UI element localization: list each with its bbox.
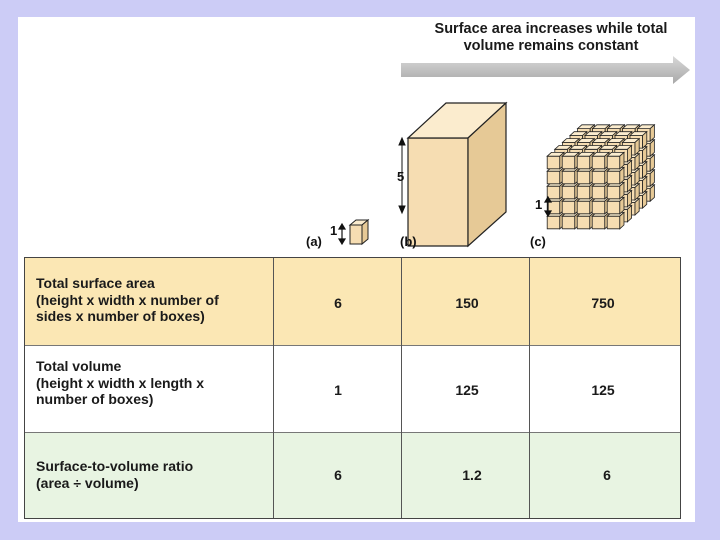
table-row-surface-area bbox=[25, 258, 680, 345]
headline: Surface area increases while total volume remains constant bbox=[434, 21, 668, 54]
dimension-label-c: 1 bbox=[535, 197, 543, 212]
table-row-ratio bbox=[25, 432, 680, 518]
table-row-volume bbox=[25, 345, 680, 432]
cube-label-c: (c) bbox=[530, 234, 546, 249]
cell-surface-c: 750 bbox=[591, 295, 615, 311]
cell-ratio-b: 1.2 bbox=[462, 467, 482, 483]
cell-surface-b: 150 bbox=[455, 295, 479, 311]
cell-surface-a: 6 bbox=[334, 295, 342, 311]
column-divider bbox=[401, 258, 402, 518]
cell-volume-b: 125 bbox=[455, 382, 479, 398]
cube-label-b: (b) bbox=[400, 234, 417, 249]
row-label-volume: Total volume (height x width x length x number of boxes) bbox=[36, 358, 204, 407]
cell-volume-c: 125 bbox=[591, 382, 615, 398]
small-cube-icon bbox=[350, 220, 368, 244]
column-divider bbox=[529, 258, 530, 518]
cube-illustrations bbox=[18, 17, 695, 257]
dimension-label-b: 5 bbox=[397, 169, 405, 184]
comparison-table bbox=[24, 257, 681, 519]
dimension-label-a: 1 bbox=[330, 223, 338, 238]
cell-ratio-a: 6 bbox=[334, 467, 342, 483]
column-divider bbox=[273, 258, 274, 518]
slide bbox=[18, 17, 695, 522]
row-label-surface-area: Total surface area (height x width x number of sides x number of boxes) bbox=[36, 275, 219, 324]
row-divider bbox=[25, 432, 680, 433]
cell-volume-a: 1 bbox=[334, 382, 342, 398]
row-label-ratio: Surface-to-volume ratio (area ÷ volume) bbox=[36, 458, 194, 491]
row-divider bbox=[25, 345, 680, 346]
dimension-arrow-a bbox=[339, 224, 345, 244]
cube-label-a: (a) bbox=[306, 234, 322, 249]
cell-ratio-c: 6 bbox=[603, 467, 611, 483]
large-cube-icon bbox=[408, 103, 506, 246]
cube-cluster-icon bbox=[547, 125, 654, 229]
